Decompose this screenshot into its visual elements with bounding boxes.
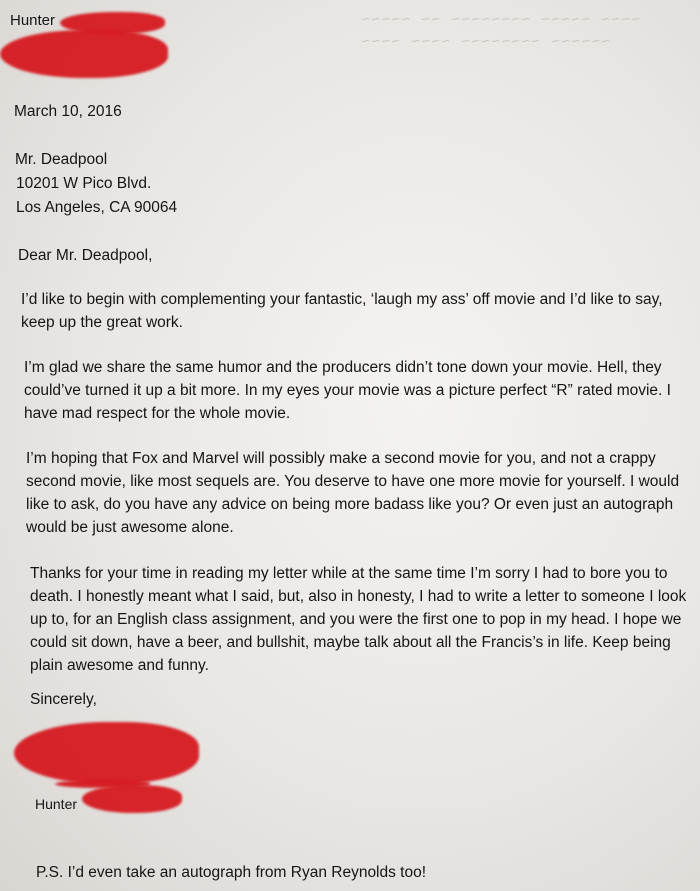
- paragraph-1: I’d like to begin with complementing your fantastic, ‘laugh my ass’ off movie and I’d like to say, keep up the great work.: [21, 291, 663, 331]
- bleed-through-text: ~~~~~~ ~~~~~~~~ ~~~~ ~~~~: [360, 34, 611, 51]
- signature-name: Hunter: [35, 796, 78, 812]
- redaction-mark-signature: [82, 785, 182, 813]
- postscript: P.S. I’d even take an autograph from Ryan Reynolds too!: [36, 864, 427, 881]
- header-name: Hunter: [10, 12, 56, 29]
- recipient-street: 10201 W Pico Blvd.: [16, 175, 152, 192]
- redaction-mark-signature: [14, 722, 199, 784]
- paragraph-3: I’m hoping that Fox and Marvel will possibly make a second movie for you, and not a crappy second movie, like most sequels are. You deserve to have one more movie for yourself. I would like to ask, do you have any advice on being more badass like you? Or even just an autograph would be just awesome alone.: [26, 450, 680, 536]
- recipient-city: Los Angeles, CA 90064: [16, 199, 178, 216]
- paragraph-4: Thanks for your time in reading my letter while at the same time I’m sorry I had to bore you to death. I honestly meant what I said, but, also in honesty, I had to write a letter to someone I look up to, for an English class assignment, and you were the first one to pop in my head. I hope we could sit down, have a beer, and bullshit, maybe talk about all the Francis’s in life. Keep being plain awesome and funny.: [30, 565, 687, 674]
- closing: Sincerely,: [30, 691, 97, 708]
- recipient-name: Mr. Deadpool: [15, 151, 108, 168]
- redaction-mark-header: [0, 30, 168, 78]
- letter-date: March 10, 2016: [14, 103, 122, 120]
- salutation: Dear Mr. Deadpool,: [18, 247, 153, 264]
- bleed-through-text: ~~~~ ~~~~~ ~~~~~~~~ ~~ ~~~~~: [360, 12, 641, 29]
- paragraph-2: I’m glad we share the same humor and the producers didn’t tone down your movie. Hell, they could’ve turned it up a bit more. In my eyes your movie was a picture perfect “R” rated movie. I have mad respect for the whole movie.: [24, 359, 671, 422]
